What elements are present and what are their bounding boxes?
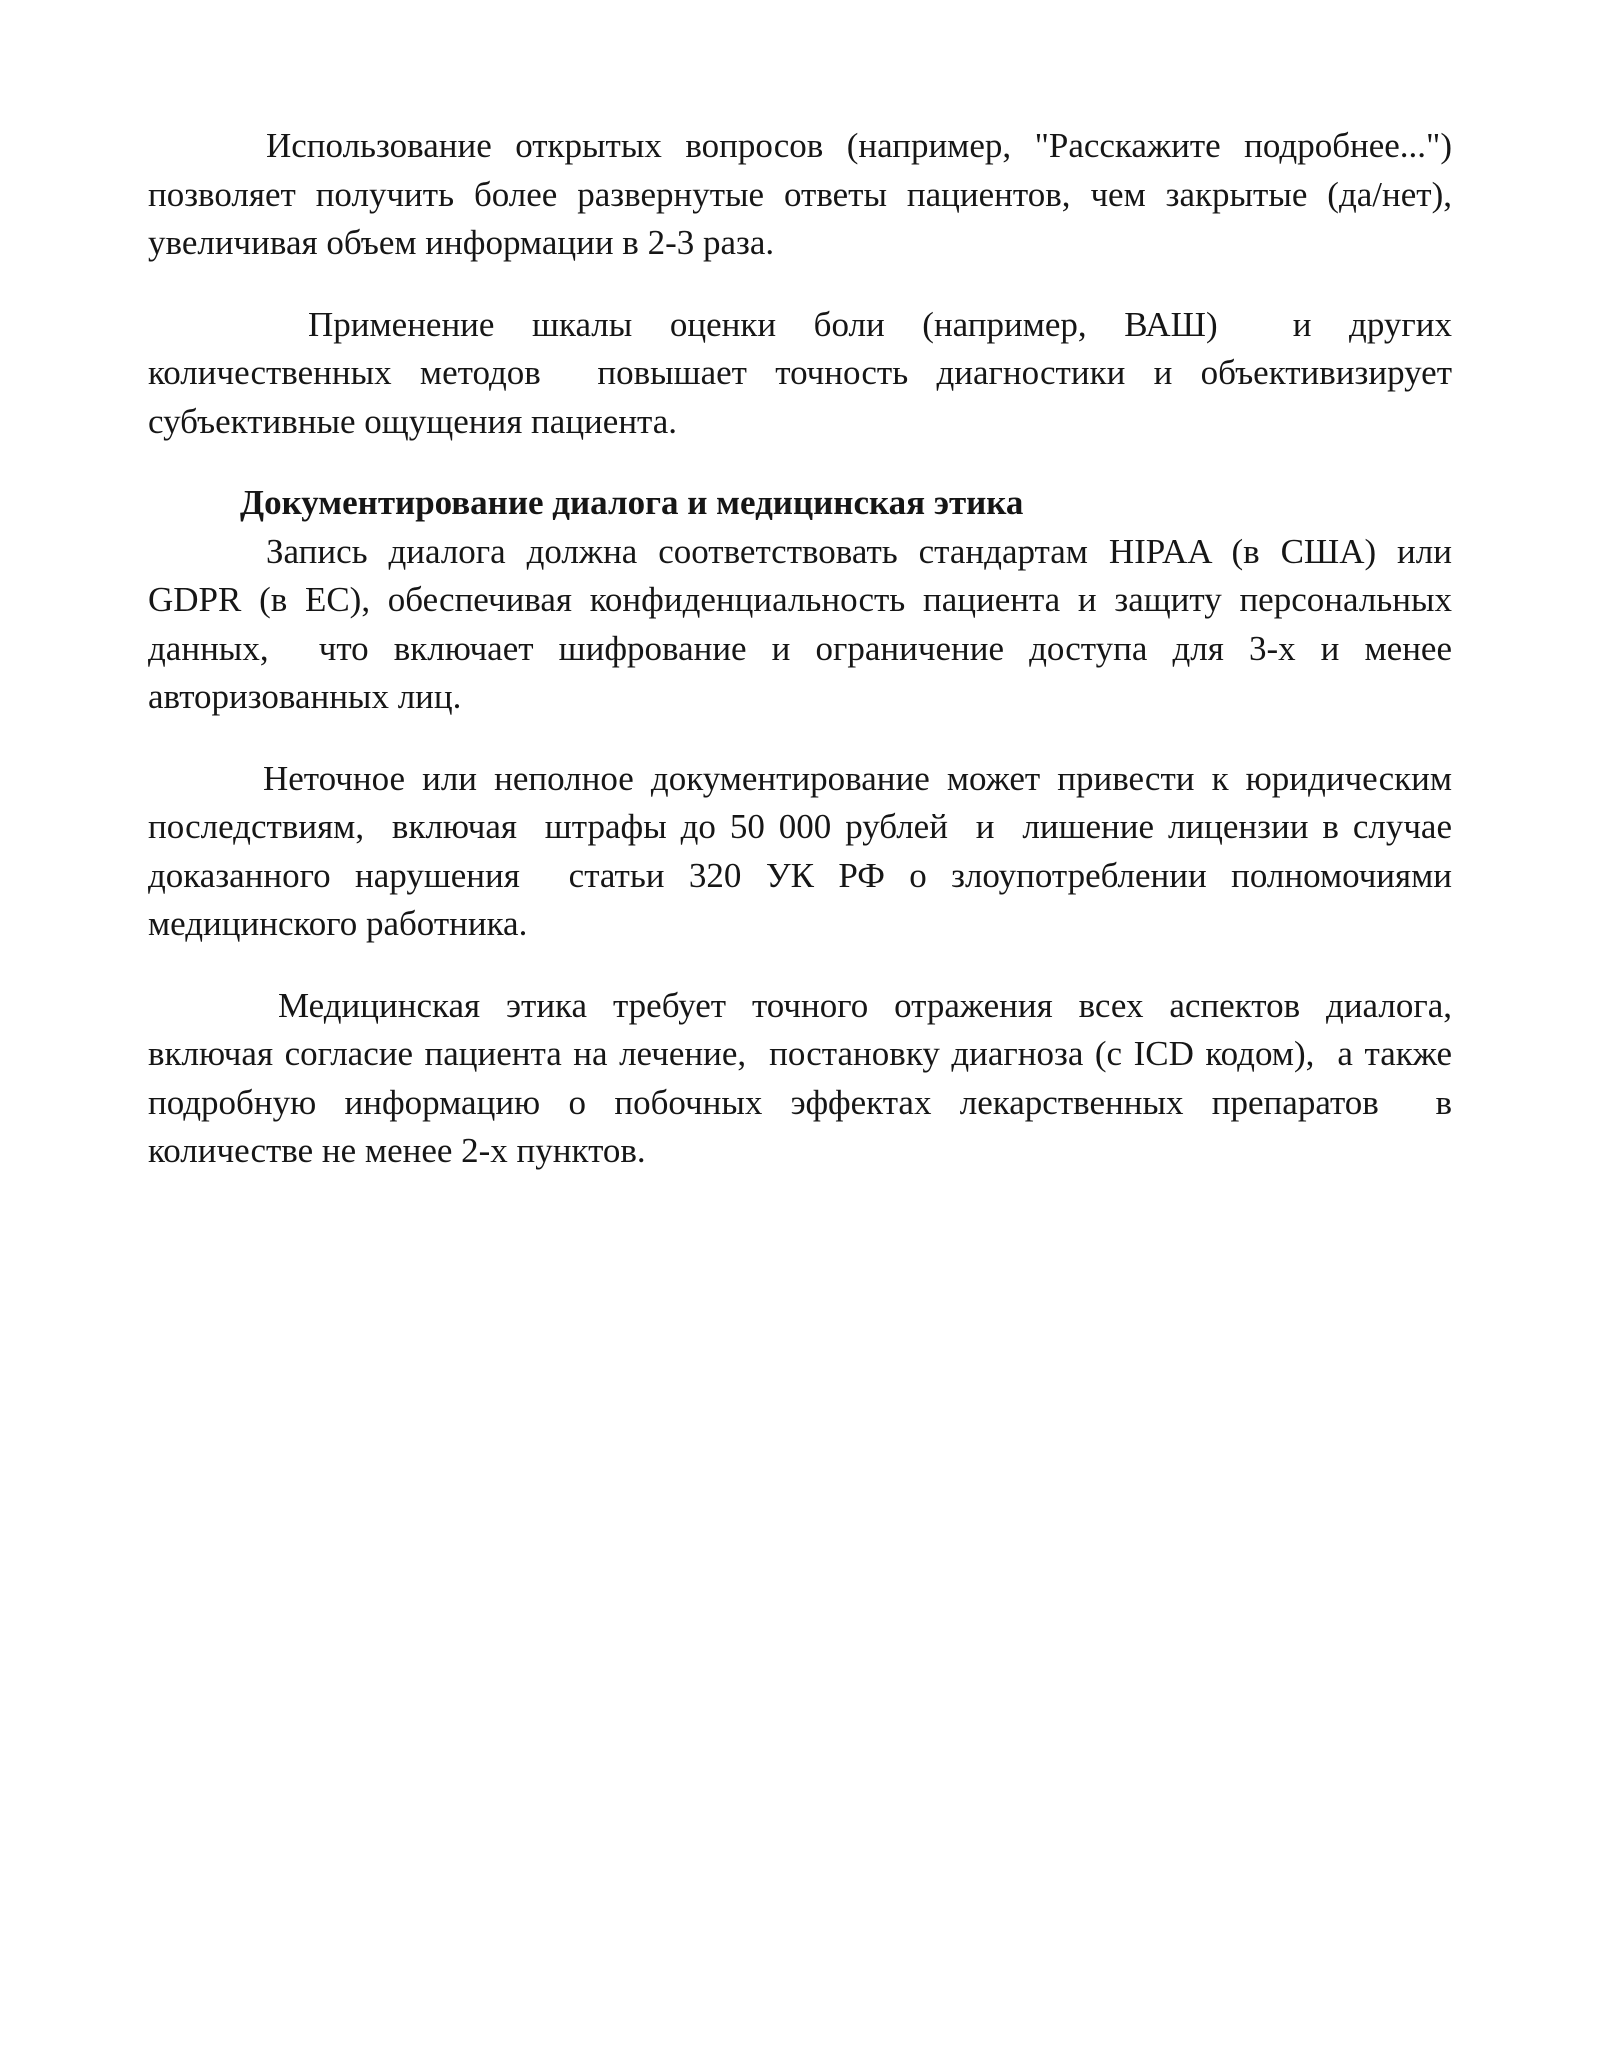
document-body: [148, 122, 1461, 1176]
paragraph-dialog-recording: Запись диалога должна соответствовать стандартам HIPAA (в США) или GDPR (в ЕС), обеспечивая конфиденциальность пациента и защиту персональных данных, что включает шифрование и ограничение доступа для 3-х и менее авторизованных лиц.: [148, 531, 1461, 716]
paragraph-open-questions: Использование открытых вопросов (например, "Расскажите подробнее...") позволяет получить более развернутые ответы пациентов, чем закрытые (да/нет), увеличивая объем информации в 2-3 раза.: [148, 126, 1461, 262]
section-heading: Документирование диалога и медицинская этика: [240, 483, 1024, 522]
paragraph-pain-scale: Применение шкалы оценки боли (например, ВАШ) и других количественных методов повышает точность диагностики и объективизирует субъективные ощущения пациента.: [148, 304, 1461, 441]
paragraph-legal-consequences: Неточное или неполное документирование может привести к юридическим последствиям, включая штрафы до 50 000 рублей и лишение лицензии в случае доказанного нарушения статьи 320 УК РФ о злоупотреблении полномочиями медицинского работника.: [148, 758, 1461, 943]
paragraph-medical-ethics: Медицинская этика требует точного отражения всех аспектов диалога, включая согласие пациента на лечение, постановку диагноза (с ICD кодом), а также подробную информацию о побочных эффектах лекарственных препаратов в количестве не менее 2-х пунктов.: [148, 985, 1461, 1170]
